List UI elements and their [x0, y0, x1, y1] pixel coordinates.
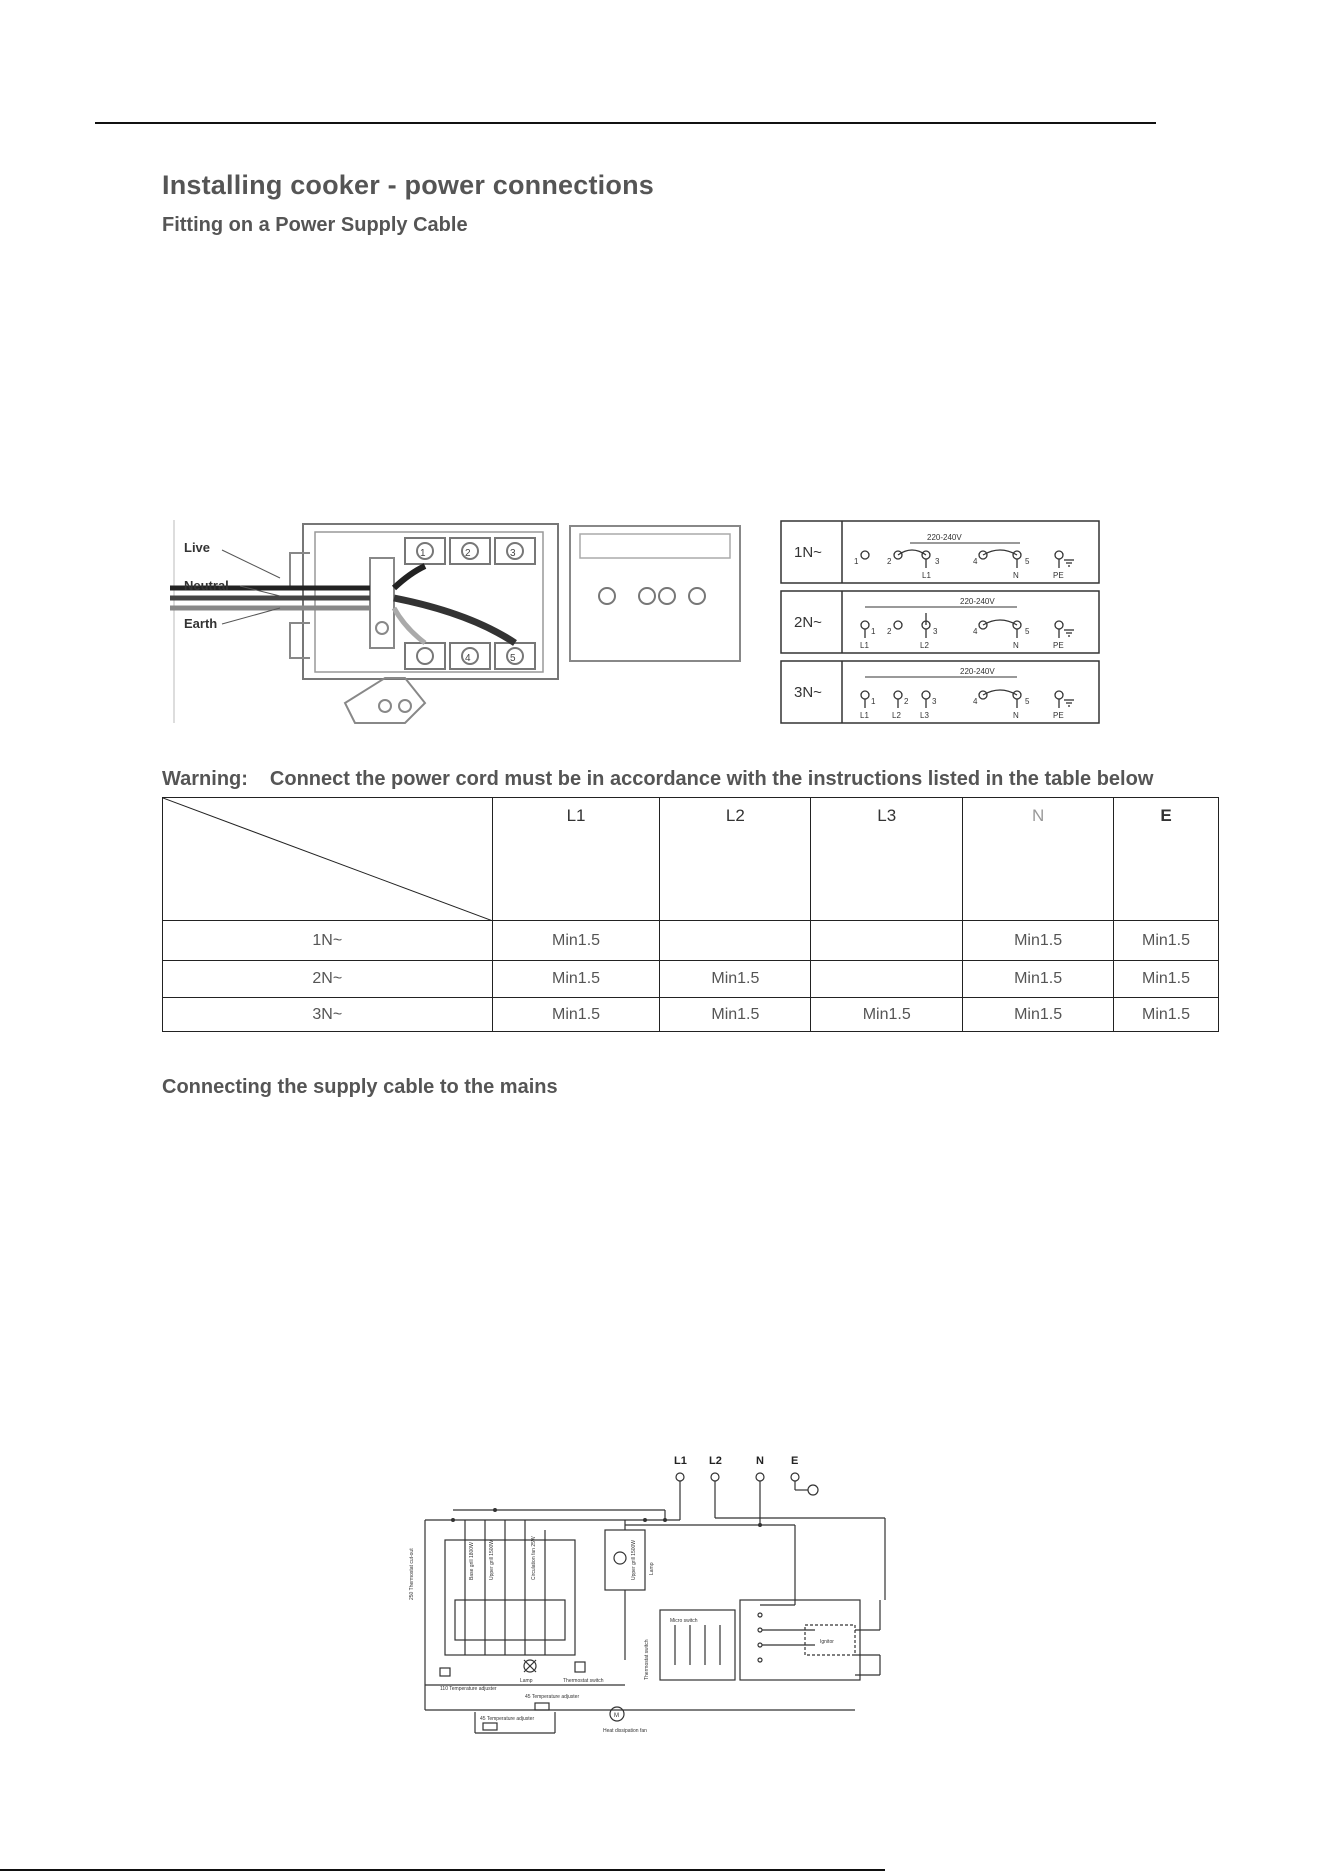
wiring-schemes-figure — [780, 520, 1102, 726]
table-cell: Min1.5 — [492, 961, 660, 998]
circuit-label: Base grill 1800W — [469, 1542, 475, 1580]
circuit-label: Lamp — [520, 1678, 533, 1684]
row-label: 1N~ — [163, 921, 493, 961]
terminal-number: 2 — [465, 548, 471, 559]
svg-text:3: 3 — [935, 557, 940, 566]
circuit-label: 250 Thermostat cut-out — [409, 1548, 415, 1600]
row-label: 3N~ — [163, 998, 493, 1032]
row-label: 2N~ — [163, 961, 493, 998]
table-cell: Min1.5 — [1114, 998, 1219, 1032]
circuit-label: Micro switch — [670, 1618, 698, 1624]
table-row — [163, 921, 1219, 961]
circuit-label: Ignitor — [820, 1639, 834, 1645]
bottom-rule — [0, 1869, 885, 1871]
table-corner-cell — [163, 798, 493, 921]
scheme-label: 2N~ — [794, 614, 822, 631]
warning-text — [162, 768, 1153, 791]
table-row — [163, 961, 1219, 998]
svg-text:1: 1 — [871, 697, 876, 706]
svg-text:L1: L1 — [922, 571, 931, 580]
svg-text:1: 1 — [871, 627, 876, 636]
table-cell — [811, 921, 963, 961]
table-header: L1 — [492, 798, 660, 921]
table-header-row — [163, 798, 1219, 921]
circuit-label: Lamp — [649, 1562, 655, 1575]
svg-text:PE: PE — [1053, 711, 1064, 720]
table-cell: Min1.5 — [811, 998, 963, 1032]
top-rule — [95, 122, 1156, 124]
scheme-2n — [781, 591, 1099, 653]
terminal-number: 5 — [510, 653, 516, 664]
section2-title: Connecting the supply cable to the mains — [162, 1076, 558, 1098]
table-header: L2 — [660, 798, 811, 921]
circuit-label: 110 Temperature adjuster — [440, 1686, 497, 1692]
scheme-label: 1N~ — [794, 544, 822, 561]
circuit-label: Thermostat switch — [644, 1639, 650, 1680]
terminal-number: 4 — [465, 653, 471, 664]
svg-text:N: N — [1013, 711, 1019, 720]
svg-text:220-240V: 220-240V — [960, 667, 995, 676]
svg-text:L1: L1 — [860, 711, 869, 720]
svg-text:4: 4 — [973, 697, 978, 706]
table-cell: Min1.5 — [660, 961, 811, 998]
svg-text:220-240V: 220-240V — [927, 533, 962, 542]
warning-label: Warning: — [162, 768, 248, 790]
svg-text:5: 5 — [1025, 697, 1030, 706]
cable-label-neutral: Neutral — [184, 578, 229, 593]
table-header: N — [963, 798, 1114, 921]
circuit-terminal-label: L1 — [674, 1455, 687, 1467]
scheme-label: 3N~ — [794, 684, 822, 701]
svg-text:1: 1 — [854, 557, 859, 566]
svg-text:5: 5 — [1025, 557, 1030, 566]
svg-text:L1: L1 — [860, 641, 869, 650]
svg-text:5: 5 — [1025, 627, 1030, 636]
terminal-number: 1 — [420, 548, 426, 559]
section-subtitle: Fitting on a Power Supply Cable — [162, 214, 468, 236]
svg-text:N: N — [1013, 571, 1019, 580]
svg-text:2: 2 — [887, 627, 892, 636]
table-header: L3 — [811, 798, 963, 921]
svg-text:3: 3 — [932, 697, 937, 706]
circuit-terminal-label: E — [791, 1455, 799, 1467]
svg-text:N: N — [1013, 641, 1019, 650]
table-cell: Min1.5 — [963, 998, 1114, 1032]
cable-label-live: Live — [184, 540, 211, 555]
svg-text:2: 2 — [887, 557, 892, 566]
circuit-terminal-label: L2 — [709, 1455, 722, 1467]
table-header: E — [1114, 798, 1219, 921]
table-cell: Min1.5 — [660, 998, 811, 1032]
svg-text:2: 2 — [904, 697, 909, 706]
svg-text:3: 3 — [933, 627, 938, 636]
table-cell: Min1.5 — [1114, 921, 1219, 961]
circuit-diagram — [395, 1450, 935, 1750]
table-cell: Min1.5 — [963, 961, 1114, 998]
svg-text:L3: L3 — [920, 711, 929, 720]
circuit-label: Upper grill 1500W — [489, 1539, 495, 1580]
circuit-label: Upper grill 1500W — [631, 1539, 637, 1580]
circuit-label: 45 Temperature adjuster — [480, 1716, 535, 1722]
table-cell: Min1.5 — [492, 998, 660, 1032]
terminal-block-figure — [170, 518, 770, 728]
scheme-3n — [781, 661, 1099, 723]
circuit-label: 45 Temperature adjuster — [525, 1694, 580, 1700]
table-row — [163, 998, 1219, 1032]
svg-text:4: 4 — [973, 557, 978, 566]
circuit-terminal-label: N — [756, 1455, 764, 1467]
circuit-label: M — [614, 1713, 619, 1719]
table-cell — [660, 921, 811, 961]
table-cell: Min1.5 — [963, 921, 1114, 961]
table-cell: Min1.5 — [1114, 961, 1219, 998]
svg-text:PE: PE — [1053, 641, 1064, 650]
warning-message: Connect the power cord must be in accordance with the instructions listed in the table below — [269, 768, 1154, 790]
terminal-number: 3 — [510, 548, 516, 559]
svg-text:220-240V: 220-240V — [960, 597, 995, 606]
cable-spec-table — [162, 797, 1219, 1032]
table-cell: Min1.5 — [492, 921, 660, 961]
scheme-1n — [781, 521, 1099, 583]
svg-text:PE: PE — [1053, 571, 1064, 580]
svg-text:L2: L2 — [920, 641, 929, 650]
svg-text:4: 4 — [973, 627, 978, 636]
circuit-label: Circulation fan 25W — [531, 1536, 537, 1580]
table-cell — [811, 961, 963, 998]
cable-label-earth: Earth — [184, 616, 218, 631]
svg-text:L2: L2 — [892, 711, 901, 720]
circuit-label: Heat dissipation fan — [603, 1728, 647, 1734]
section-title: Installing cooker - power connections — [162, 170, 654, 200]
circuit-label: Thermostat switch — [563, 1678, 604, 1684]
